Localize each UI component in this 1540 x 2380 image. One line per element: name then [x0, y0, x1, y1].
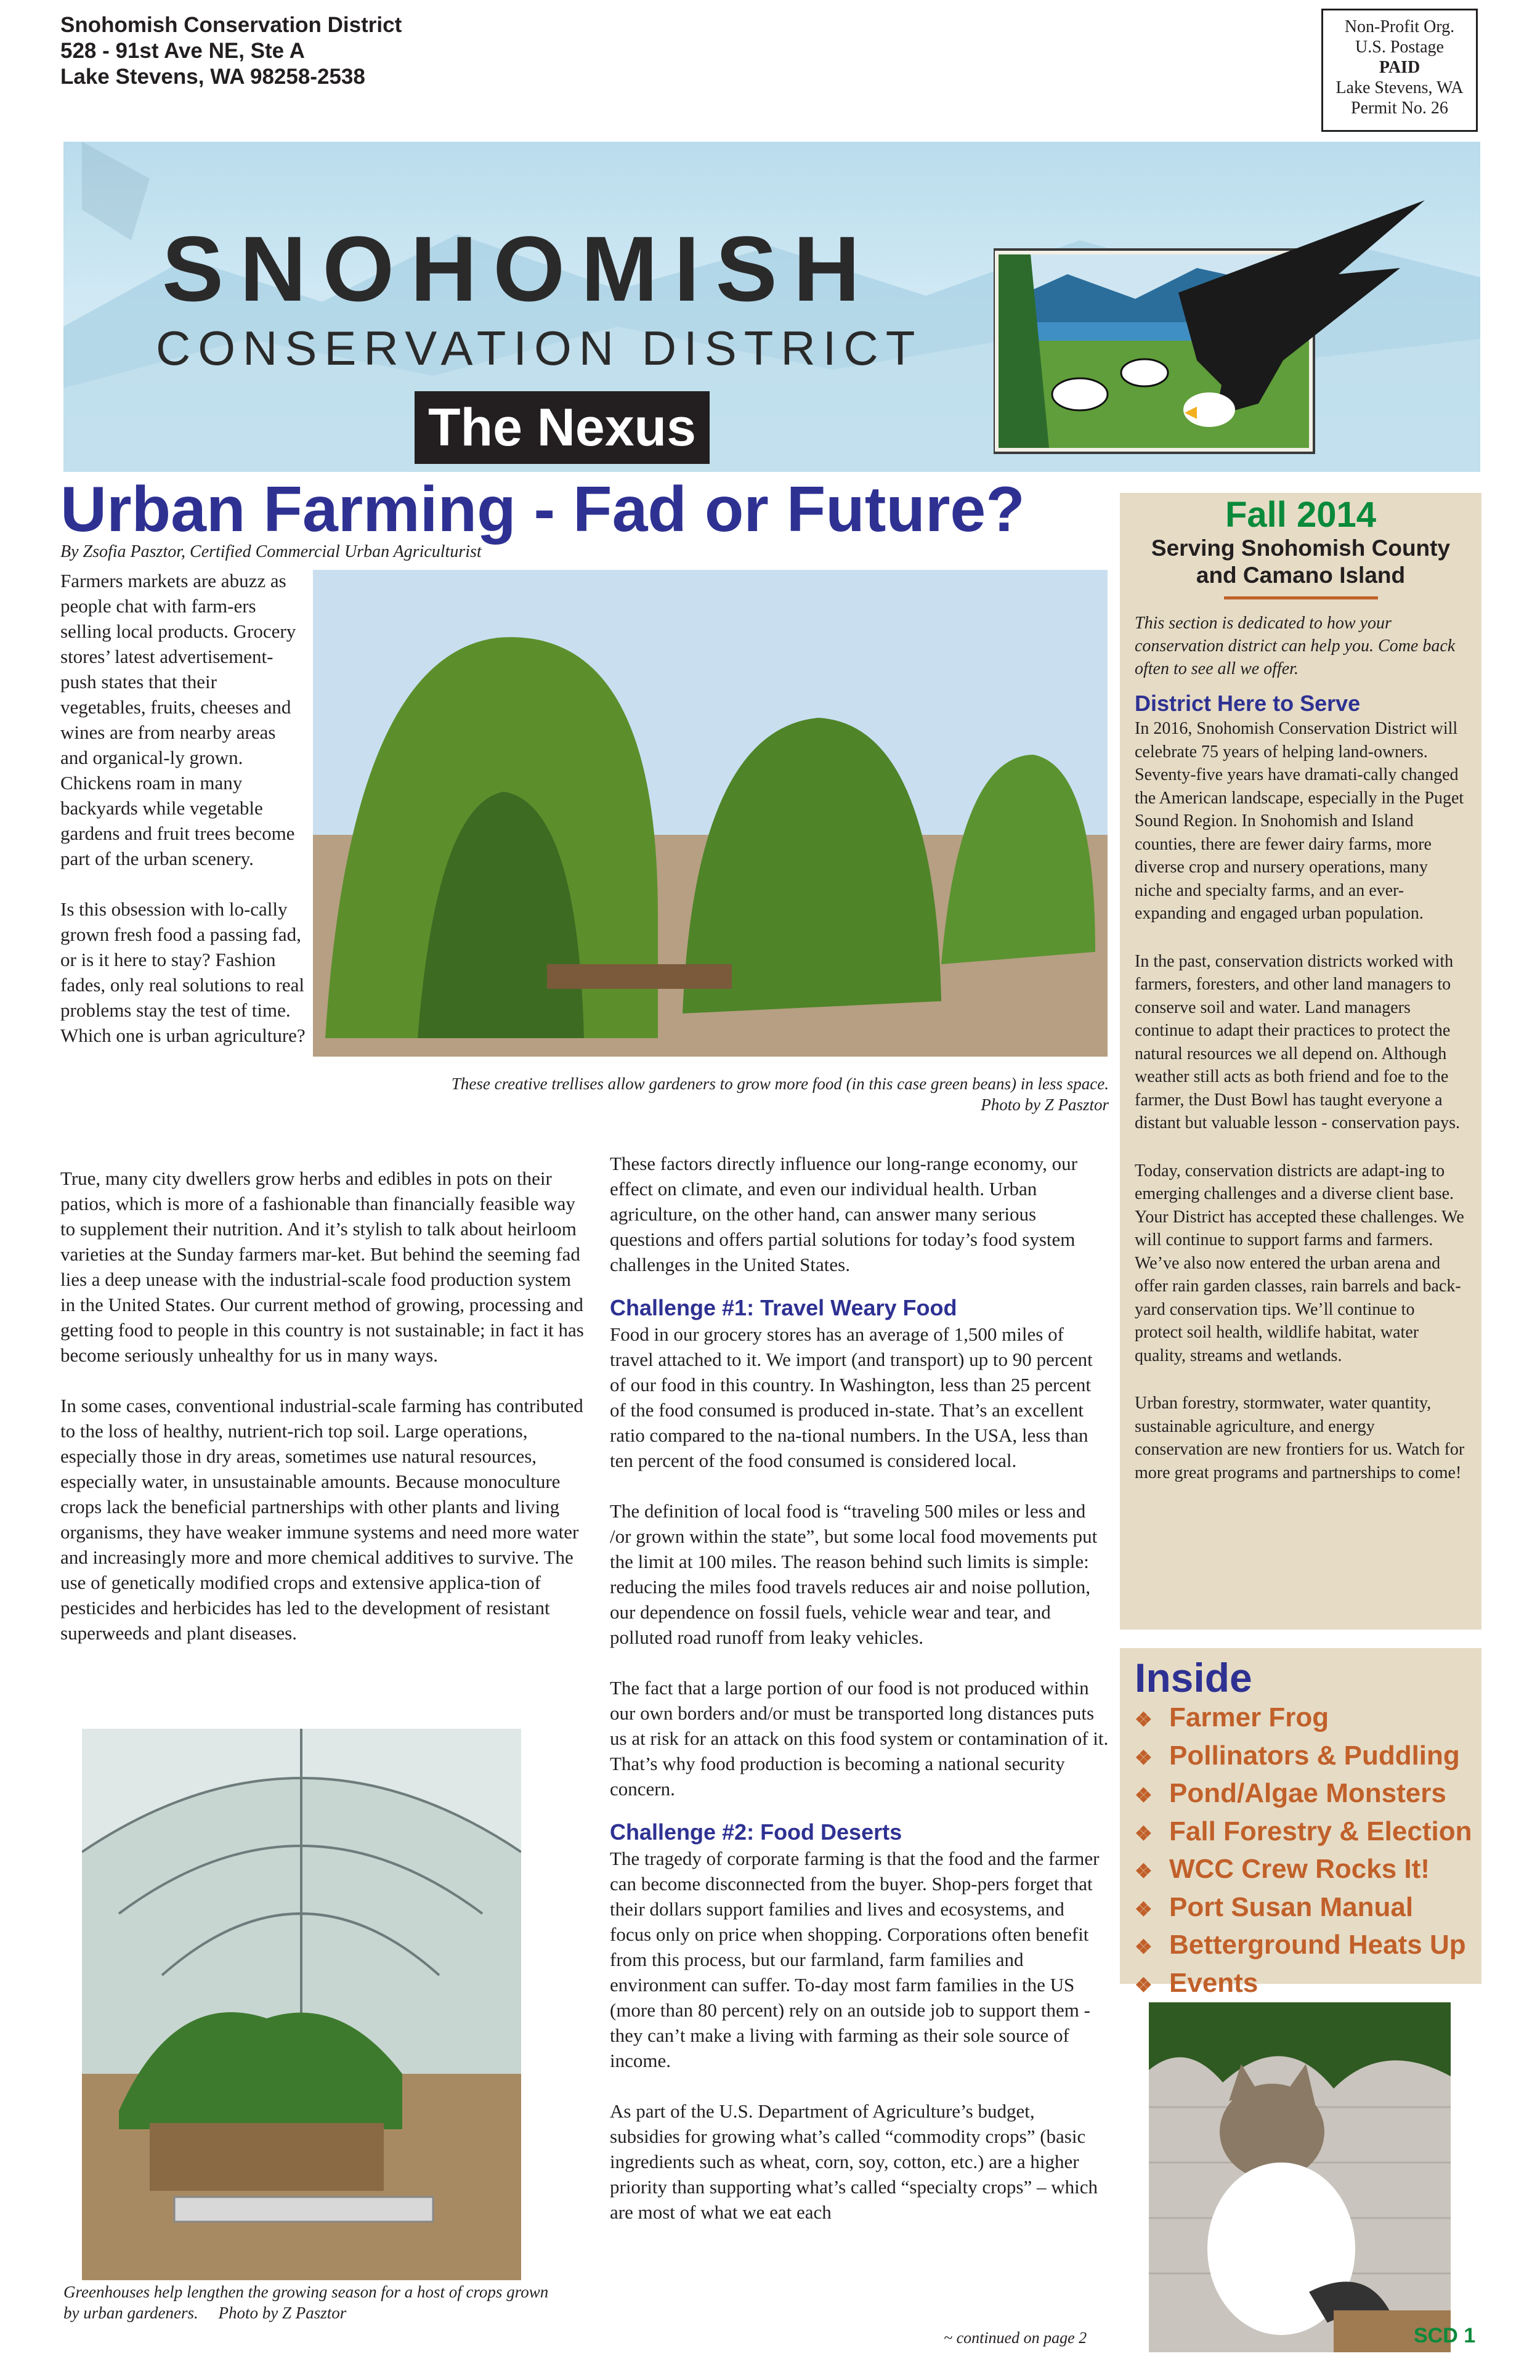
- article-paragraph: The fact that a large portion of our food is not produced within our own borders and/or must be transported long distances puts us at risk for an attack on this food system or contamination of it. That’s why food production is becoming a national security concern.: [610, 1677, 1109, 1800]
- article-paragraph: The definition of local food is “traveling 500 miles or less and /or grown within the state”, but some local food movements put the limit at 100 miles. The reason behind such limits is simple: reducing the miles food travels reduces air and noise pollution, our dependence on fossil fuels, vehicle wear and tear, and polluted road runoff from leaky vehicles.: [610, 1500, 1098, 1648]
- inside-title: Inside: [1135, 1655, 1252, 1700]
- continued-notice: ~ continued on page 2: [944, 2329, 1087, 2347]
- contents-item-label: Pond/Algae Monsters: [1169, 1778, 1446, 1808]
- diamond-bullet-icon: ❖: [1135, 1708, 1153, 1731]
- contents-item[interactable]: [1135, 1700, 1467, 1738]
- article-paragraph: These factors directly influence our long-range economy, our effect on climate, and even our individual health. Urban agriculture, on the other hand, can answer many serious questions and offers partial solutions for today’s food system challenges in the United States.: [610, 1153, 1077, 1275]
- masthead-title: SNOHOMISH: [162, 217, 877, 320]
- page-number-label: SCD 1: [1414, 2324, 1476, 2347]
- caption-text: These creative trellises allow gardeners to grow more food (in this case green beans) in less space.: [451, 1074, 1109, 1093]
- article-paragraph: In some cases, conventional industrial-scale farming has contributed to the loss of healthy, nutrient-rich top soil. Large operations, especially those in dry areas, sometimes use natural resources, especially water, in unsustainable amounts. Because monoculture crops lack the beneficial partnerships with other plants and living organisms, they have weaker immune systems and need more water and increasingly more and more chemical additives to survive. The use of genetically modified crops and extensive applica-tion of pesticides and herbicides has led to the development of resistant superweeds and plant diseases.: [60, 1395, 583, 1644]
- article-paragraph: The tragedy of corporate farming is that the food and the farmer can become disconnected from the buyer. Shop-pers forget that their dollars support families and lives and ecosystems, and focus only on price when shopping. Corporations often benefit from this process, but our farmland, farm families and environment can suffer. To-day most farm families in the US (more than 80 percent) rely on an outside job to support them - they can’t make a living with farming as their sole source of income.: [610, 1848, 1100, 2071]
- contents-item-label: Fall Forestry & Election: [1169, 1816, 1472, 1846]
- sidebar-heading: District Here to Serve: [1135, 691, 1361, 716]
- sidebar-paragraph: Today, conservation districts are adapt-ing to emerging challenges and a diverse client base. Your District has accepted these challenges. We will continue to support farms and farmers. We’ve also now entered the urban arena and offer rain garden classes, rain barrels and back-yard conservation tips. We’ll continue to protect soil health, wildlife habitat, water quality, streams and wetlands.: [1135, 1161, 1464, 1365]
- postage-line: Permit No. 26: [1351, 99, 1448, 118]
- newsletter-name: The Nexus: [415, 391, 710, 464]
- contents-item-label: Betterground Heats Up: [1169, 1930, 1466, 1960]
- article-paragraph: Food in our grocery stores has an average of 1,500 miles of travel attached to it. We import (and transport) up to 90 percent of our food in this country. In Washington, less than 25 percent of the food consumed is produced in-state. That’s an excellent ratio compared to the na-tional numbers. In the USA, less than ten percent of the food consumed is considered local.: [610, 1323, 1093, 1471]
- diamond-bullet-icon: ❖: [1135, 1973, 1153, 1996]
- diamond-bullet-icon: ❖: [1135, 1746, 1153, 1769]
- return-address: [60, 12, 402, 90]
- inside-contents-box: [1120, 1648, 1481, 1998]
- contents-item-label: WCC Crew Rocks It!: [1169, 1854, 1430, 1884]
- cat-photo: [1149, 2002, 1451, 2352]
- contents-item[interactable]: [1135, 1738, 1467, 1776]
- contents-item[interactable]: [1135, 1927, 1467, 1965]
- article-column-intro: [60, 568, 307, 1048]
- postage-indicia: [1321, 9, 1478, 132]
- article-paragraph: Farmers markets are abuzz as people chat with farm-ers selling local products. Grocery stores’ latest advertisement-push states that their vegetables, fruits, cheeses and wines are from nearby areas and organical-ly grown. Chickens roam in many backyards while vegetable gardens and fruit trees become part of the urban scenery.: [60, 570, 296, 869]
- contents-item[interactable]: [1135, 1776, 1467, 1814]
- address-line: Lake Stevens, WA 98258-2538: [60, 65, 365, 89]
- contents-item[interactable]: [1135, 1890, 1467, 1928]
- article-headline: Urban Farming - Fad or Future?: [60, 474, 1025, 545]
- postage-line: Lake Stevens, WA: [1335, 78, 1464, 97]
- diamond-bullet-icon: ❖: [1135, 1898, 1153, 1920]
- address-line: Snohomish Conservation District: [60, 13, 402, 37]
- contents-item[interactable]: [1135, 1814, 1472, 1852]
- article-paragraph: True, many city dwellers grow herbs and edibles in pots on their patios, which is more of a fashionable than financially feasible way to supplement their nutrition. And it’s stylish to talk about heirloom varieties at the Sunday farmers mar-ket. But behind the seeming fad lies a deep unease with the industrial-scale food production system in the United States. Our current method of growing, processing and getting food to people in this country is not sustainable; in fact it has become seriously unhealthy for us in many ways.: [60, 1168, 584, 1366]
- section-heading: Challenge #2: Food Deserts: [610, 1819, 902, 1845]
- article-paragraph: Is this obsession with lo-cally grown fresh food a passing fad, or is it here to stay? Fashion fades, only real solutions to real problems stay the test of time. Which one is urban agriculture?: [60, 898, 306, 1046]
- contents-list: [1135, 1700, 1472, 2003]
- postage-line: PAID: [1379, 58, 1420, 77]
- trellis-garden-photo: [313, 570, 1108, 1057]
- diamond-bullet-icon: ❖: [1135, 1936, 1153, 1958]
- contents-item-label: Pollinators & Puddling: [1169, 1740, 1460, 1771]
- diamond-bullet-icon: ❖: [1135, 1822, 1153, 1845]
- season-title: Fall 2014: [1225, 495, 1377, 535]
- service-area: Serving Snohomish County and Camano Island: [1151, 535, 1451, 588]
- photo-caption: [311, 1073, 1109, 1115]
- masthead-banner: [63, 142, 1480, 472]
- contents-item[interactable]: [1135, 1851, 1467, 1890]
- district-logo: [994, 200, 1425, 465]
- district-sidebar: [1120, 493, 1481, 1630]
- contents-item-label: Events: [1169, 1967, 1258, 1998]
- masthead-subtitle: CONSERVATION DISTRICT: [156, 321, 923, 375]
- postage-line: U.S. Postage: [1355, 38, 1444, 57]
- sidebar-paragraph: In the past, conservation districts worked with farmers, foresters, and other land managers to conserve soil and water. Land managers continue to adapt their practices to protect the natural resources we all depend on. Although weather still acts as both friend and foe to the farmer, the Dust Bowl has taught everyone a distant but valuable lesson - conservation pays.: [1135, 951, 1460, 1132]
- photo-caption: [63, 2281, 550, 2323]
- sidebar-paragraph: Urban forestry, stormwater, water quantity, sustainable agriculture, and energy conservation are new frontiers for us. Watch for more great programs and partnerships to come!: [1135, 1394, 1465, 1482]
- address-line: 528 - 91st Ave NE, Ste A: [60, 39, 305, 63]
- caption-text: Greenhouses help lengthen the growing season for a host of crops grown by urban gardeners.: [63, 2283, 549, 2322]
- section-heading: Challenge #1: Travel Weary Food: [610, 1295, 957, 1320]
- caption-credit: Photo by Z Pasztor: [218, 2304, 347, 2322]
- contents-item[interactable]: [1135, 1965, 1467, 2004]
- greenhouse-photo: [82, 1729, 521, 2280]
- contents-item-label: Farmer Frog: [1169, 1702, 1329, 1732]
- sidebar-intro: This section is dedicated to how your conservation district can help you. Come back often to see all we offer.: [1135, 614, 1456, 678]
- article-byline: By Zsofia Pasztor, Certified Commercial Urban Agriculturist: [60, 542, 482, 561]
- postage-line: Non-Profit Org.: [1344, 17, 1455, 36]
- article-column-middle: [610, 1151, 1109, 2225]
- divider: [1224, 596, 1378, 599]
- article-paragraph: As part of the U.S. Department of Agriculture’s budget, subsidies for growing what’s called “commodity crops” (basic ingredients such as wheat, corn, soy, cotton, etc.) are a higher priority than supporting what’s called “specialty crops” – which are most of what we eat each: [610, 2100, 1098, 2223]
- caption-credit: Photo by Z Pasztor: [981, 1095, 1109, 1114]
- diamond-bullet-icon: ❖: [1135, 1860, 1153, 1882]
- contents-item-label: Port Susan Manual: [1169, 1891, 1414, 1922]
- diamond-bullet-icon: ❖: [1135, 1784, 1153, 1806]
- sidebar-paragraph: In 2016, Snohomish Conservation District will celebrate 75 years of helping land-owners. Seventy-five years have dramati-cally changed the American landscape, especially in the Puget Sound Region. In Snohomish and Island counties, there are fewer dairy farms, more diverse crop and nursery operations, many niche and specialty farms, and an ever-expanding and engaged urban population.: [1135, 719, 1464, 923]
- article-column-left: [60, 1166, 590, 1646]
